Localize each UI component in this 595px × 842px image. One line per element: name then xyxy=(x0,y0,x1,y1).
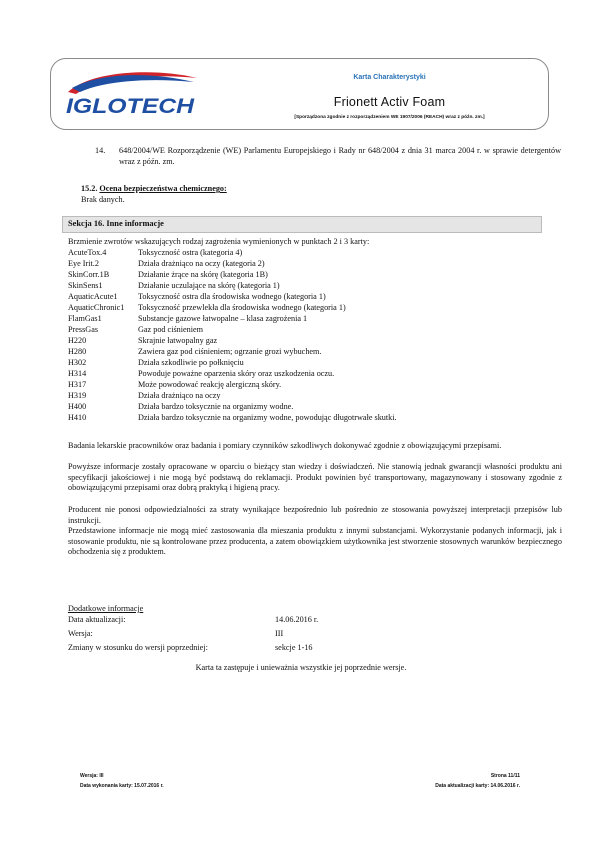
footer-updated-date: Data aktualizacji karty: 14.06.2016 r. xyxy=(435,783,520,789)
regulation-note: [Sporządzona zgodnie z rozporządzeniem WE 1907/2006 (REACH) wraz z późn. zm.] xyxy=(294,115,485,120)
abbr-text: Powoduje poważne oparzenia skóry oraz uszkodzenia oczu. xyxy=(138,369,335,378)
document-type: Karta Charakterystyki xyxy=(353,74,426,81)
abbr-code: H314 xyxy=(68,369,87,378)
abbr-text: Działa szkodliwie po połknięciu xyxy=(138,358,244,367)
section-16-title: Sekcja 16. Inne informacje xyxy=(68,219,164,228)
abbr-text: Gaz pod ciśnieniem xyxy=(138,325,204,334)
abbr-code: H317 xyxy=(68,380,87,389)
abbr-code: SkinSens1 xyxy=(68,281,103,290)
paragraph-medical: Badania lekarskie pracowników oraz badania i pomiary czynników szkodliwych dokonywać zgodnie z obowiązującymi przepisami. xyxy=(68,441,502,450)
paragraph-disclaimer: Powyższe informacje zostały opracowane w oparciu o bieżący stan wiedzy i doświadczeń. Nie stanowią jednak gwarancji własności produktu ani specyfikacji jakościowej i nie mogą być podstawą do reklamacji. Produkt powinien być transportowany, magazynowany i stosowany zgodnie z obowiązującymi przepisami oraz dobrą praktyką i higieną pracy. xyxy=(68,462,562,493)
product-name: Frionett Activ Foam xyxy=(333,95,446,109)
table-row xyxy=(68,629,284,640)
subsection-15-2-text: Brak danych. xyxy=(81,195,125,204)
additional-info-title: Dodatkowe informacje xyxy=(68,604,144,613)
abbr-code: H220 xyxy=(68,336,87,345)
subsection-title: Ocena bezpieczeństwa chemicznego: xyxy=(99,184,227,193)
table-row xyxy=(68,643,313,654)
footer-page-number: Strona 11/11 xyxy=(490,773,520,779)
abbr-code: H319 xyxy=(68,391,87,400)
abbr-text: Toksyczność ostra dla środowiska wodnego (kategoria 1) xyxy=(138,292,326,301)
abbr-text: Substancje gazowe łatwopalne – klasa zagrożenia 1 xyxy=(138,314,308,323)
logo-text: IGLOTECH xyxy=(66,95,195,118)
abbr-text: Toksyczność ostra (kategoria 4) xyxy=(138,248,243,257)
abbr-code: AquaticAcute1 xyxy=(68,292,118,301)
logo-swoosh-blue xyxy=(72,75,194,92)
abbr-code: AcuteTox.4 xyxy=(68,248,107,257)
abbr-code: H410 xyxy=(68,413,87,422)
iglotech-logo xyxy=(62,66,202,122)
abbr-text: Skrajnie łatwopalny gaz xyxy=(138,336,218,345)
abbr-text: Toksyczność przewlekła dla środowiska wodnego (kategoria 1) xyxy=(138,303,346,312)
abbr-text: Działa drażniąco na oczy xyxy=(138,391,221,400)
abbr-code: H400 xyxy=(68,402,87,411)
section-16-heading-bar xyxy=(62,216,542,233)
abbr-text: Zawiera gaz pod ciśnieniem; ogrzanie grozi wybuchem. xyxy=(138,347,322,356)
closing-statement: Karta ta zastępuje i unieważnia wszystkie jej poprzednie wersje. xyxy=(195,663,407,672)
abbr-code: PressGas xyxy=(68,325,99,334)
footer-prepared-date: Data wykonania karty: 15.07.2016 r. xyxy=(80,783,164,789)
abbr-code: SkinCorr.1B xyxy=(68,270,110,279)
hazard-phrases-intro: Brzmienie zwrotów wskazujących rodzaj zagrożenia wymienionych w punktach 2 i 3 karty: xyxy=(68,237,370,246)
abbr-text: Działa drażniąco na oczy (kategoria 2) xyxy=(138,259,265,268)
abbr-code: FlamGas1 xyxy=(68,314,102,323)
subsection-15-2-heading xyxy=(81,184,227,195)
table-row xyxy=(68,615,319,626)
item-number: 14. xyxy=(95,146,106,155)
paragraph-liability: Producent nie ponosi odpowiedzialności za straty wynikające bezpośrednio lub pośrednio ze stosowania powyższej interpretacji przepisów lub instrukcji. xyxy=(68,505,562,525)
abbr-code: H280 xyxy=(68,347,87,356)
abbr-text: Działa bardzo toksycznie na organizmy wodne. xyxy=(138,402,294,411)
abbr-code: Eye Irit.2 xyxy=(68,259,99,268)
abbr-code: H302 xyxy=(68,358,87,367)
paragraph-usage: Przedstawione informacje nie mogą mieć zastosowania dla mieszania produktu z innymi substancjami. Wykorzystanie podanych informacji, jak i stosowanie produktu, nie są kontrolowane przez producenta, a zatem obowiązkiem użytkownika jest stworzenie stosownych warunków bezpiecznego obchodzenia się z produktem. xyxy=(68,526,562,557)
info-label: Wersja: xyxy=(68,629,93,638)
info-label: Data aktualizacji: xyxy=(68,615,126,624)
abbr-text: Działa bardzo toksycznie na organizmy wodne, powodując długotrwałe skutki. xyxy=(138,413,397,422)
info-value: III xyxy=(275,629,284,638)
info-value: sekcje 1-16 xyxy=(275,643,313,652)
abbr-code: AquaticChronic1 xyxy=(68,303,125,312)
footer-version: Wersja: III xyxy=(80,773,104,779)
info-label: Zmiany w stosunku do wersji poprzedniej: xyxy=(68,643,208,652)
abbr-text: Działanie uczulające na skórę (kategoria 1) xyxy=(138,281,280,290)
abbr-text: Może powodować reakcję alergiczną skóry. xyxy=(138,380,282,389)
abbr-text: Działanie żrące na skórę (kategoria 1B) xyxy=(138,270,268,279)
subsection-number: 15.2. xyxy=(81,184,98,193)
item-text: 648/2004/WE Rozporządzenie (WE) Parlamentu Europejskiego i Rady nr 648/2004 z dnia 31 marca 2004 r. w sprawie detergentów wraz z późn. zm. xyxy=(119,146,561,166)
info-value: 14.06.2016 r. xyxy=(275,615,319,624)
